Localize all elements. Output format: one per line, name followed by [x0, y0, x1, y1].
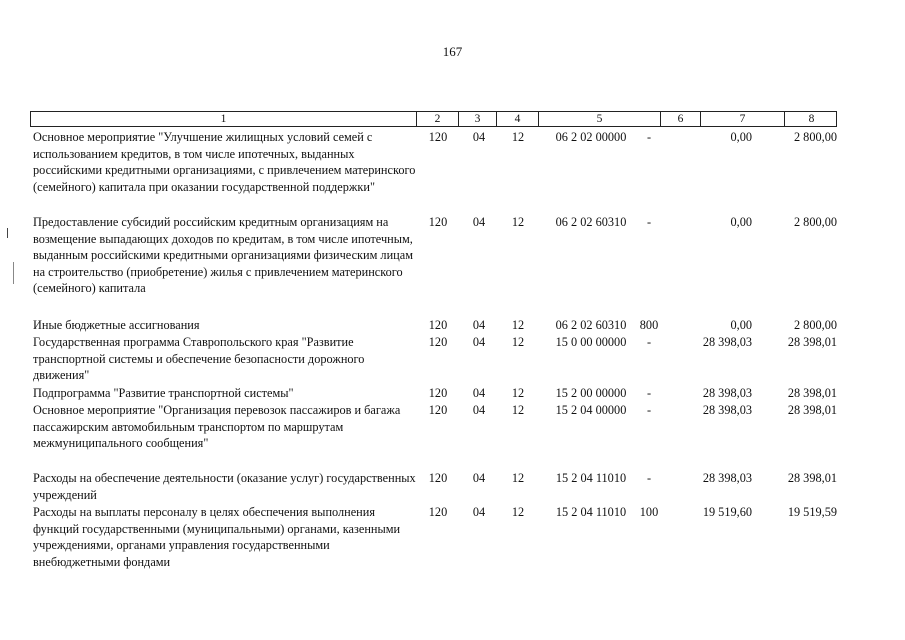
cell-col-8: 2 800,00	[793, 130, 837, 144]
cell-col-6: -	[646, 471, 652, 485]
cell-col-4: 12	[511, 386, 525, 400]
scan-margin-mark	[13, 262, 14, 284]
cell-col-4: 12	[511, 505, 525, 519]
cell-col-5: 15 2 04 00000	[555, 403, 627, 417]
row-description: Расходы на обеспечение деятельности (оказание услуг) государственных учреждений	[33, 471, 416, 502]
cell-col-7: 28 398,03	[702, 386, 752, 400]
scan-margin-mark	[7, 228, 8, 238]
row-description: Расходы на выплаты персоналу в целях обеспечения выполнения функций государственными (муниципальными) органами, казенными учреждениями, органами управления государственными внебюджетными фондами	[33, 505, 401, 569]
cell-col-3: 04	[472, 318, 486, 332]
cell-col-2: 120	[428, 386, 448, 400]
cell-col-3: 04	[472, 386, 486, 400]
header-col-1: 1	[31, 112, 417, 126]
cell-col-5: 06 2 02 60310	[555, 318, 627, 332]
cell-col-7: 0,00	[730, 215, 752, 229]
header-col-6: 6	[661, 112, 701, 126]
row-description: Иные бюджетные ассигнования	[33, 318, 200, 332]
cell-col-8: 19 519,59	[787, 505, 837, 519]
cell-col-6: -	[646, 403, 652, 417]
cell-col-2: 120	[428, 130, 448, 144]
cell-col-8: 2 800,00	[793, 215, 837, 229]
cell-col-3: 04	[472, 130, 486, 144]
cell-col-4: 12	[511, 471, 525, 485]
cell-col-5: 06 2 02 60310	[555, 215, 627, 229]
cell-col-6: -	[646, 215, 652, 229]
cell-col-3: 04	[472, 403, 486, 417]
row-description: Основное мероприятие "Организация перевозок пассажиров и багажа пассажирским автомобильным транспортом по маршрутам межмуниципального сообщения"	[33, 403, 401, 450]
header-col-5: 5	[539, 112, 661, 126]
cell-col-8: 28 398,01	[787, 386, 837, 400]
cell-col-5: 15 2 00 00000	[555, 386, 627, 400]
header-col-4: 4	[497, 112, 539, 126]
cell-col-5: 15 0 00 00000	[555, 335, 627, 349]
row-description: Государственная программа Ставропольского края "Развитие транспортной системы и обеспечение безопасности дорожного движения"	[33, 335, 365, 382]
cell-col-6: -	[646, 386, 652, 400]
cell-col-2: 120	[428, 318, 448, 332]
header-col-7: 7	[701, 112, 785, 126]
cell-col-2: 120	[428, 471, 448, 485]
cell-col-4: 12	[511, 335, 525, 349]
header-col-8: 8	[808, 113, 815, 125]
cell-col-2: 120	[428, 505, 448, 519]
cell-col-5: 06 2 02 00000	[555, 130, 627, 144]
cell-col-7: 0,00	[730, 130, 752, 144]
page-number: 167	[442, 44, 463, 59]
cell-col-7: 19 519,60	[702, 505, 752, 519]
cell-col-4: 12	[511, 215, 525, 229]
row-description: Подпрограмма "Развитие транспортной системы"	[33, 386, 294, 400]
header-col-2: 2	[417, 112, 459, 126]
cell-col-3: 04	[472, 215, 486, 229]
cell-col-8: 28 398,01	[787, 335, 837, 349]
row-description: Основное мероприятие "Улучшение жилищных условий семей с использованием кредитов, в том числе ипотечных, выданных российскими кредитными организациями, с привлечением материнского (семейного) капитала при оказании государственной поддержки"	[33, 130, 416, 194]
cell-col-7: 28 398,03	[702, 335, 752, 349]
cell-col-2: 120	[428, 335, 448, 349]
cell-col-7: 0,00	[730, 318, 752, 332]
cell-col-6: 800	[639, 318, 659, 332]
cell-col-4: 12	[511, 403, 525, 417]
cell-col-7: 28 398,03	[702, 403, 752, 417]
cell-col-5: 15 2 04 11010	[555, 505, 627, 519]
cell-col-3: 04	[472, 505, 486, 519]
cell-col-7: 28 398,03	[702, 471, 752, 485]
cell-col-4: 12	[511, 318, 525, 332]
cell-col-8: 28 398,01	[787, 471, 837, 485]
row-description: Предоставление субсидий российским кредитным организациям на возмещение выпадающих доходов по кредитам, в том числе ипотечным, выданным российскими кредитными организациями физическим лицам на строительство (приобретение) жилья с привлечением материнского (семейного) капитала	[33, 215, 413, 295]
cell-col-4: 12	[511, 130, 525, 144]
cell-col-3: 04	[472, 335, 486, 349]
cell-col-8: 28 398,01	[787, 403, 837, 417]
cell-col-2: 120	[428, 403, 448, 417]
table-header	[30, 111, 837, 127]
cell-col-6: -	[646, 130, 652, 144]
cell-col-3: 04	[472, 471, 486, 485]
cell-col-5: 15 2 04 11010	[555, 471, 627, 485]
cell-col-6: 100	[639, 505, 659, 519]
cell-col-8: 2 800,00	[793, 318, 837, 332]
cell-col-6: -	[646, 335, 652, 349]
header-col-3: 3	[459, 112, 497, 126]
cell-col-2: 120	[428, 215, 448, 229]
